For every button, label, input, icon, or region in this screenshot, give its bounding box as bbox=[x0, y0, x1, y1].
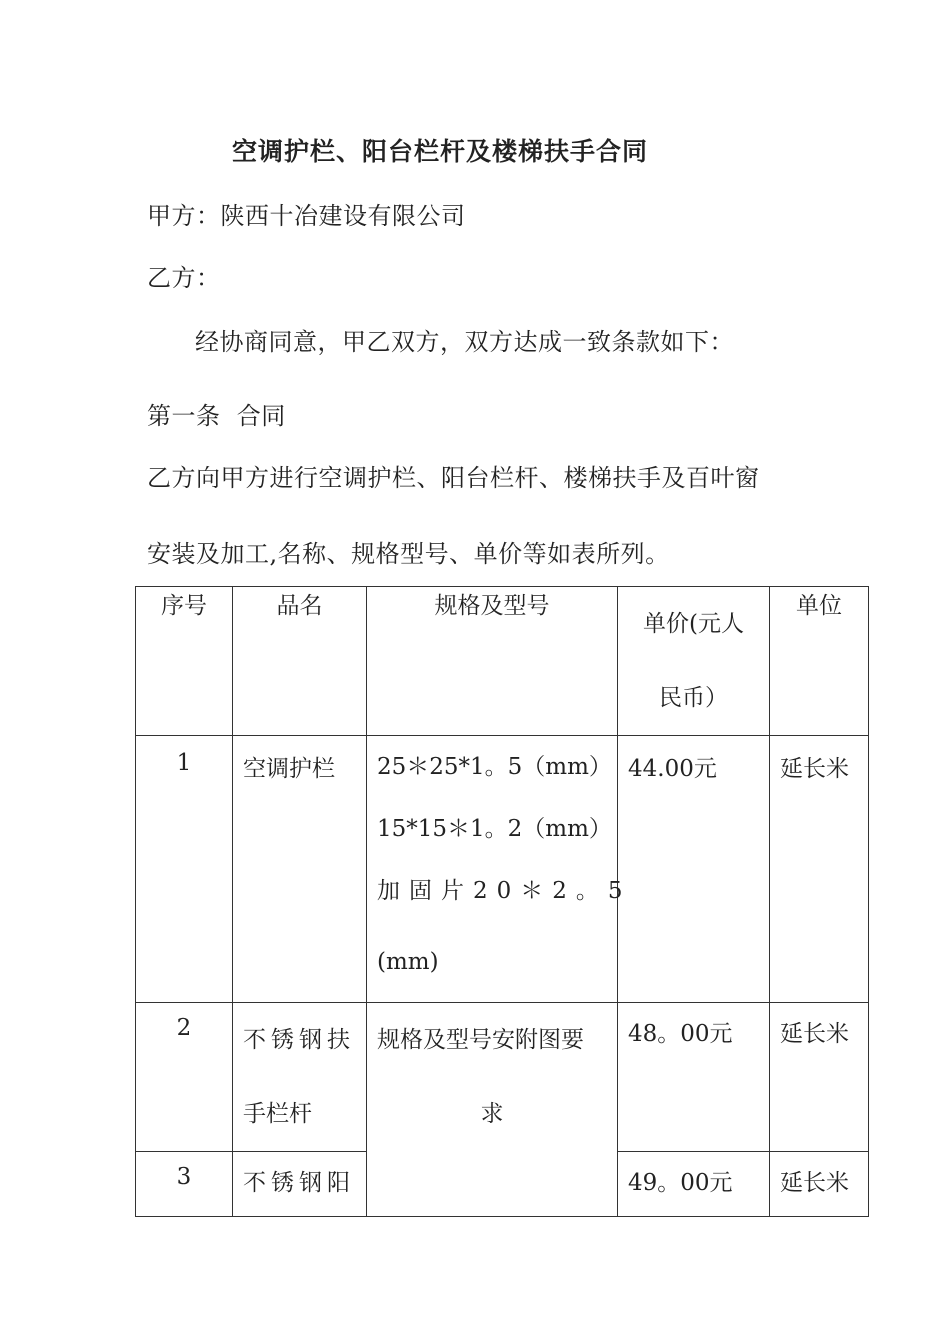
price-table bbox=[135, 586, 869, 1217]
row-3-unit: 延长米 bbox=[770, 1152, 869, 1217]
header-spec: 规格及型号 bbox=[367, 587, 618, 736]
header-price-line-2: 民币） bbox=[659, 685, 728, 711]
row-1-unit: 延长米 bbox=[770, 736, 869, 1003]
row-2-3-spec bbox=[367, 1003, 618, 1217]
header-price bbox=[618, 587, 770, 736]
row-1-no: 1 bbox=[136, 736, 233, 1003]
row-1-price: 44.00元 bbox=[618, 736, 770, 1003]
row-2-name bbox=[233, 1003, 367, 1152]
row-1-spec-line-3: 加固片20＊2。5 bbox=[377, 878, 632, 904]
article-text-line-1: 乙方向甲方进行空调护栏、阳台栏杆、楼梯扶手及百叶窗 bbox=[147, 464, 760, 492]
row-2-spec-line-1: 规格及型号安附图要 bbox=[377, 1027, 584, 1053]
row-1-name: 空调护栏 bbox=[233, 736, 367, 1003]
row-1-spec-line-2: 15*15＊1。2（mm） bbox=[377, 816, 612, 842]
article-text-line-2: 安装及加工,名称、规格型号、单价等如表所列。 bbox=[147, 540, 670, 568]
row-1-spec-line-4: (mm) bbox=[377, 949, 439, 975]
table-row bbox=[136, 736, 869, 1003]
row-2-name-line-1: 不锈钢扶 bbox=[243, 1027, 355, 1053]
party-b: 乙方： bbox=[147, 264, 221, 292]
row-1-spec-line-1: 25＊25*1。5（mm） bbox=[377, 754, 612, 780]
row-3-name: 不锈钢阳 bbox=[233, 1152, 367, 1217]
row-3-no: 3 bbox=[136, 1152, 233, 1217]
row-2-no: 2 bbox=[136, 1003, 233, 1152]
row-1-spec bbox=[367, 736, 632, 1003]
row-2-unit: 延长米 bbox=[770, 1003, 869, 1152]
header-name: 品名 bbox=[233, 587, 367, 736]
table-header-row bbox=[136, 587, 869, 736]
header-unit: 单位 bbox=[770, 587, 869, 736]
row-3-price: 49。00元 bbox=[618, 1152, 770, 1217]
table-row bbox=[136, 1003, 869, 1152]
party-a: 甲方：陕西十冶建设有限公司 bbox=[147, 202, 466, 230]
row-2-price: 48。00元 bbox=[618, 1003, 770, 1152]
article-heading: 第一条 合同 bbox=[147, 402, 286, 430]
intro-paragraph: 经协商同意，甲乙双方，双方达成一致条款如下： bbox=[195, 328, 734, 356]
row-2-spec-line-2: 求 bbox=[480, 1101, 504, 1127]
row-2-name-line-2: 手栏杆 bbox=[243, 1101, 312, 1127]
document-title: 空调护栏、阳台栏杆及楼梯扶手合同 bbox=[232, 137, 649, 166]
header-no: 序号 bbox=[136, 587, 233, 736]
header-price-line-1: 单价(元人 bbox=[643, 611, 744, 637]
